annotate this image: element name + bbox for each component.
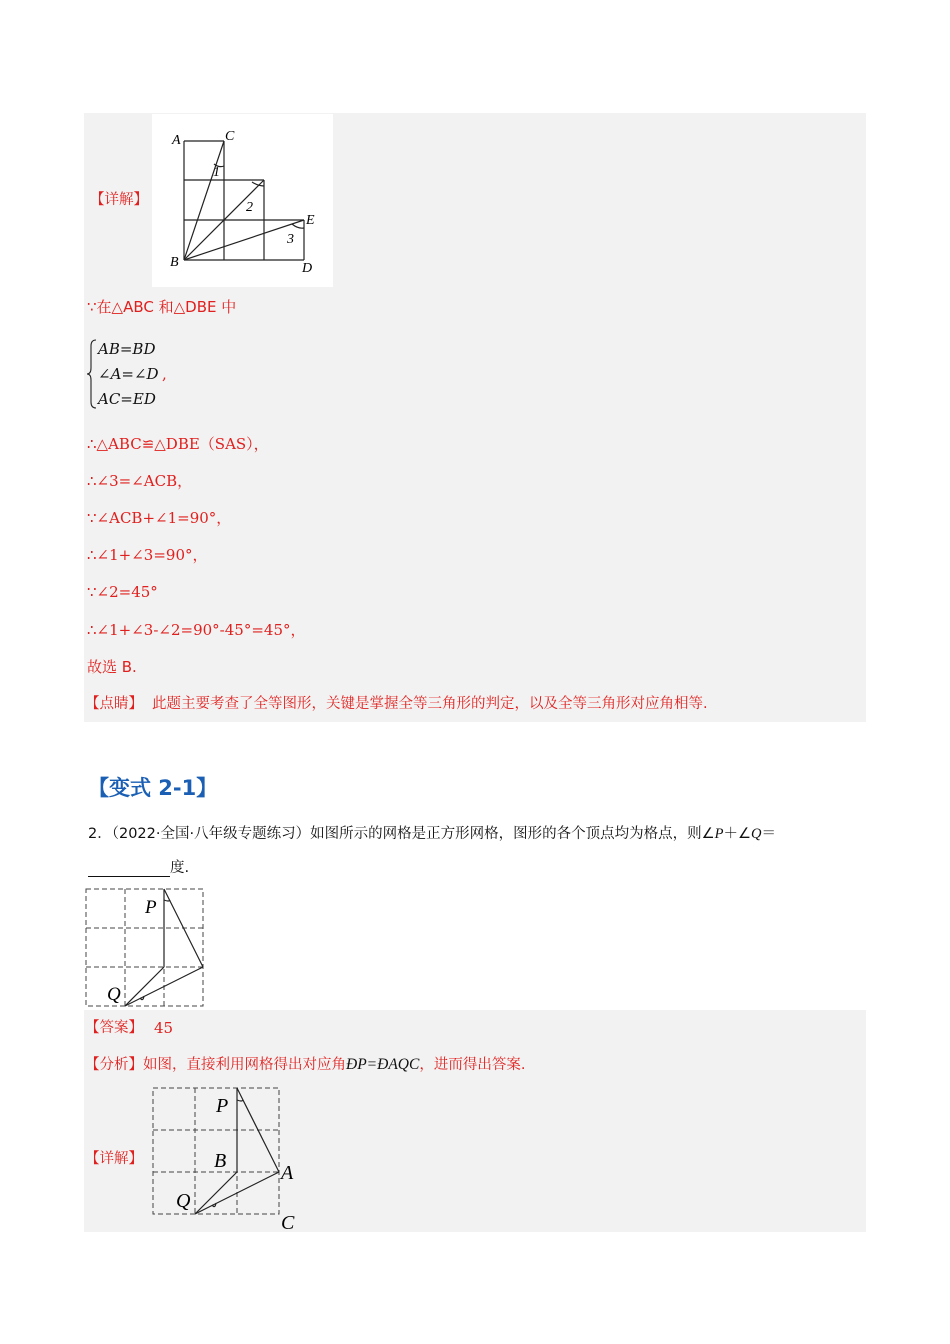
analysis-math: ÐP=ÐAQC xyxy=(346,1056,420,1073)
step-2: ∴∠3=∠ACB， xyxy=(87,472,193,490)
label-D: D xyxy=(302,261,313,276)
label-C: C xyxy=(225,129,235,144)
question-prefix: 2．（2022·全国·八年级专题练习）如图所示的网格是正方形网格，图形的各个顶点均为格点，则∠ xyxy=(88,826,715,842)
s-label-B: B xyxy=(214,1150,227,1172)
step-6: ∴∠1+∠3-∠2=90°-45°=45°， xyxy=(87,621,306,639)
answer-blank xyxy=(88,860,170,877)
system-eq-3: AC=ED xyxy=(98,390,156,408)
label-angle-3: 3 xyxy=(287,232,294,247)
angle-figure-1 xyxy=(152,114,333,287)
point-text: 此题主要考查了全等图形，关键是掌握全等三角形的判定，以及全等三角形对应角相等. xyxy=(152,696,708,712)
label-A: A xyxy=(172,133,181,148)
analysis-text-1: 如图，直接利用网格得出对应角 xyxy=(143,1057,346,1073)
s-label-A: A xyxy=(281,1162,294,1184)
detail-tag-2: 【详解】 xyxy=(85,1151,143,1167)
s-label-C: C xyxy=(281,1212,295,1234)
system-eq-1: AB=BD xyxy=(98,340,156,358)
step-4: ∴∠1+∠3=90°， xyxy=(87,546,208,564)
question-P: P xyxy=(714,826,724,842)
question-line-1 xyxy=(88,822,776,843)
step-5: ∵∠2=45° xyxy=(87,583,158,601)
analysis-line xyxy=(85,1055,525,1075)
answer-tag: 【答案】 xyxy=(85,1020,143,1036)
s-label-Q: Q xyxy=(176,1190,191,1212)
point-tag: 【点睛】 xyxy=(85,696,143,712)
grid-figure-solution xyxy=(150,1086,310,1236)
label-E: E xyxy=(306,213,315,228)
q-label-Q: Q xyxy=(107,984,121,1005)
system-comma: , xyxy=(162,365,167,383)
brace xyxy=(86,338,98,410)
answer-value: 45 xyxy=(154,1019,174,1037)
analysis-tag: 【分析】 xyxy=(85,1057,143,1073)
s-label-P: P xyxy=(216,1095,229,1117)
detail-tag: 【详解】 xyxy=(90,192,148,208)
question-plus: ＋∠ xyxy=(723,826,751,842)
step-3: ∵∠ACB+∠1=90°， xyxy=(87,509,232,527)
label-B: B xyxy=(170,255,179,270)
variant-heading: 【变式 2-1】 xyxy=(88,776,218,800)
step-7: 故选 B. xyxy=(87,658,137,676)
solution-line-1: ∵在△ABC 和△DBE 中 xyxy=(87,298,237,316)
question-line-2 xyxy=(88,856,189,877)
label-angle-1: 1 xyxy=(213,165,220,180)
step-1: ∴△ABC≌△DBE（SAS）， xyxy=(87,435,269,453)
label-angle-2: 2 xyxy=(246,200,253,215)
system-eq-2: ∠A=∠D xyxy=(98,365,159,383)
analysis-text-2: ，进而得出答案. xyxy=(419,1057,526,1073)
question-suffix: 度. xyxy=(170,860,190,876)
grid-figure-question xyxy=(84,886,208,1010)
q-label-P: P xyxy=(145,897,157,918)
question-eq: ＝ xyxy=(761,826,776,842)
question-Q: Q xyxy=(750,826,762,842)
